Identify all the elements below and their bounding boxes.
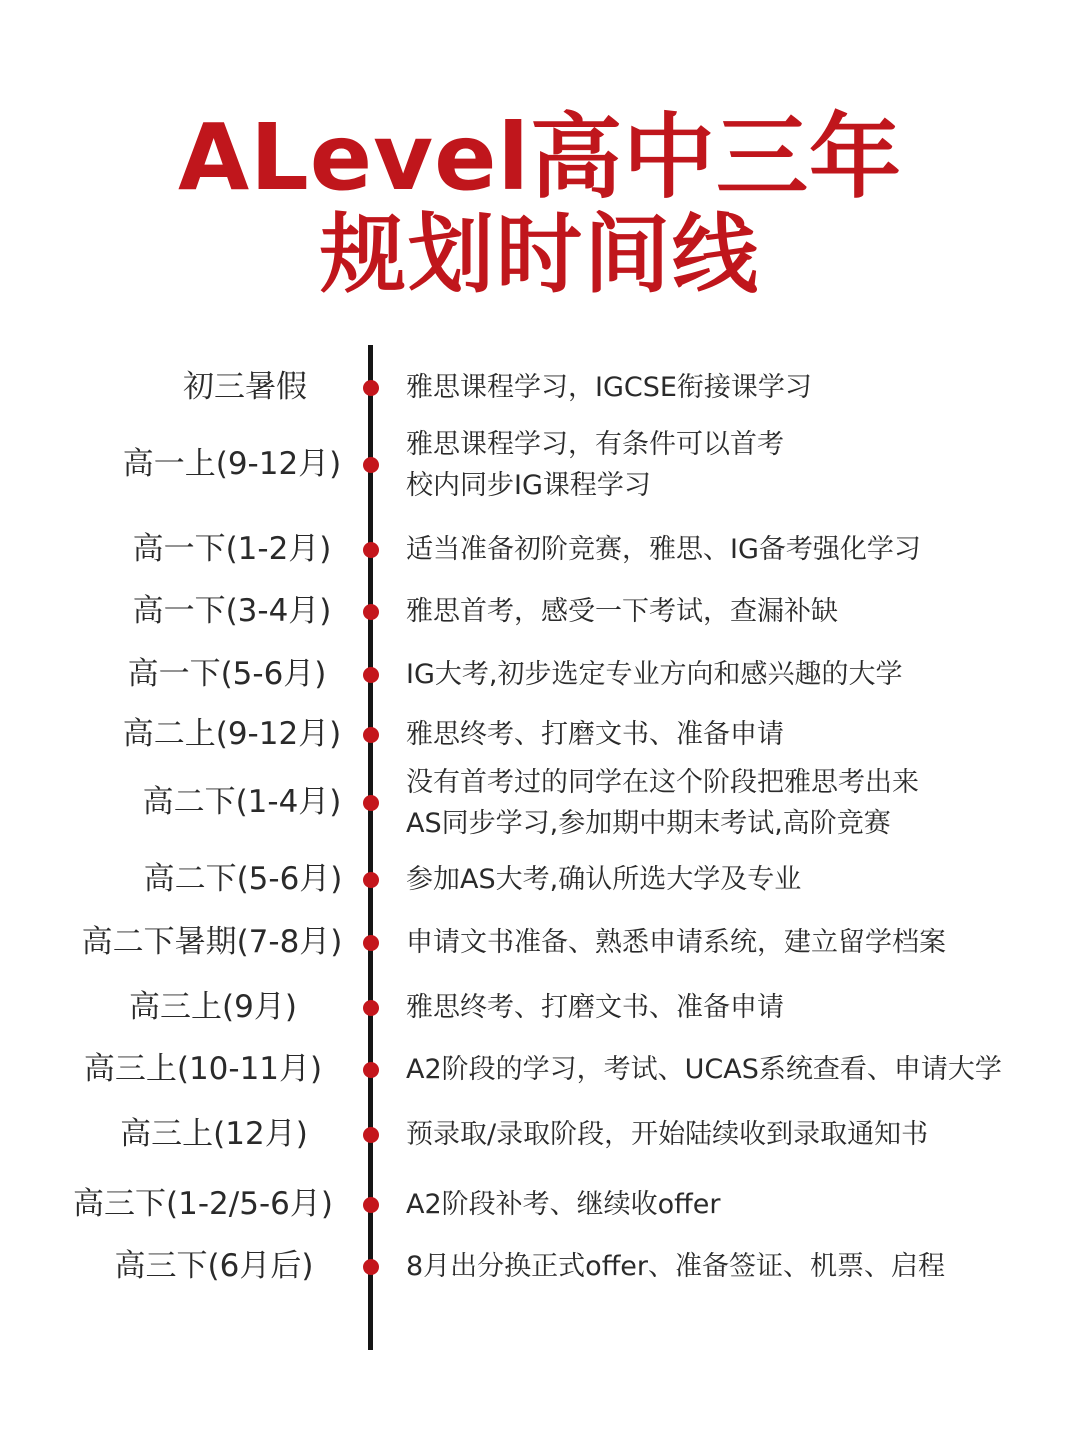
timeline-dot — [363, 380, 379, 396]
timeline-dot — [363, 1000, 379, 1016]
timeline-dot — [363, 457, 379, 473]
timeline-description: AS同步学习,参加期中期末考试,高阶竞赛 — [406, 807, 891, 839]
timeline-description: A2阶段的学习，考试、UCAS系统查看、申请大学 — [406, 1054, 1002, 1085]
timeline-period: 高三下(6月后) — [114, 1248, 314, 1284]
timeline-description: 没有首考过的同学在这个阶段把雅思考出来 — [406, 766, 919, 798]
timeline-description: 雅思课程学习，IGCSE衔接课学习 — [406, 372, 812, 403]
timeline-description: 参加AS大考,确认所选大学及专业 — [406, 864, 802, 895]
timeline-description: 雅思课程学习，有条件可以首考 — [406, 428, 784, 460]
page-title-line-2: 规划时间线 — [320, 205, 760, 305]
timeline-dot — [363, 935, 379, 951]
timeline-period: 高二下暑期(7-8月) — [81, 924, 343, 960]
timeline-description: A2阶段补考、继续收offer — [406, 1189, 721, 1220]
timeline-description: 8月出分换正式offer、准备签证、机票、启程 — [406, 1251, 946, 1282]
timeline-period: 高一下(5-6月) — [127, 656, 327, 692]
timeline-description: 雅思终考、打磨文书、准备申请 — [406, 992, 784, 1023]
timeline-description: 雅思首考，感受一下考试，查漏补缺 — [406, 596, 838, 627]
timeline-description: 预录取/录取阶段，开始陆续收到录取通知书 — [406, 1119, 929, 1150]
timeline-description: 校内同步IG课程学习 — [406, 469, 651, 501]
timeline-period: 初三暑假 — [183, 369, 307, 405]
timeline-period: 高二上(9-12月) — [122, 716, 342, 752]
timeline-description: 适当准备初阶竞赛，雅思、IG备考强化学习 — [406, 534, 921, 565]
timeline-dot — [363, 667, 379, 683]
timeline-period: 高二下(5-6月) — [143, 861, 343, 897]
timeline-dot — [363, 727, 379, 743]
timeline-period: 高二下(1-4月) — [142, 784, 342, 820]
timeline-period: 高一上(9-12月) — [122, 446, 342, 482]
timeline-period: 高三下(1-2/5-6月) — [73, 1186, 333, 1222]
timeline-description: 申请文书准备、熟悉申请系统，建立留学档案 — [406, 927, 946, 958]
timeline-period: 高三上(10-11月) — [83, 1051, 323, 1087]
timeline-description: 雅思终考、打磨文书、准备申请 — [406, 719, 784, 750]
timeline-description: IG大考,初步选定专业方向和感兴趣的大学 — [406, 659, 903, 690]
timeline-dot — [363, 1127, 379, 1143]
timeline-dot — [363, 542, 379, 558]
page-title-line-1: ALevel高中三年 — [177, 104, 903, 211]
timeline-period: 高一下(3-4月) — [132, 593, 332, 629]
timeline-dot — [363, 872, 379, 888]
timeline-dot — [363, 795, 379, 811]
timeline-dot — [363, 1197, 379, 1213]
timeline-dot — [363, 604, 379, 620]
timeline-dot — [363, 1062, 379, 1078]
timeline-period: 高三上(9月) — [129, 989, 297, 1025]
timeline-period: 高三上(12月) — [120, 1116, 308, 1152]
timeline-period: 高一下(1-2月) — [132, 531, 332, 567]
timeline-dot — [363, 1259, 379, 1275]
